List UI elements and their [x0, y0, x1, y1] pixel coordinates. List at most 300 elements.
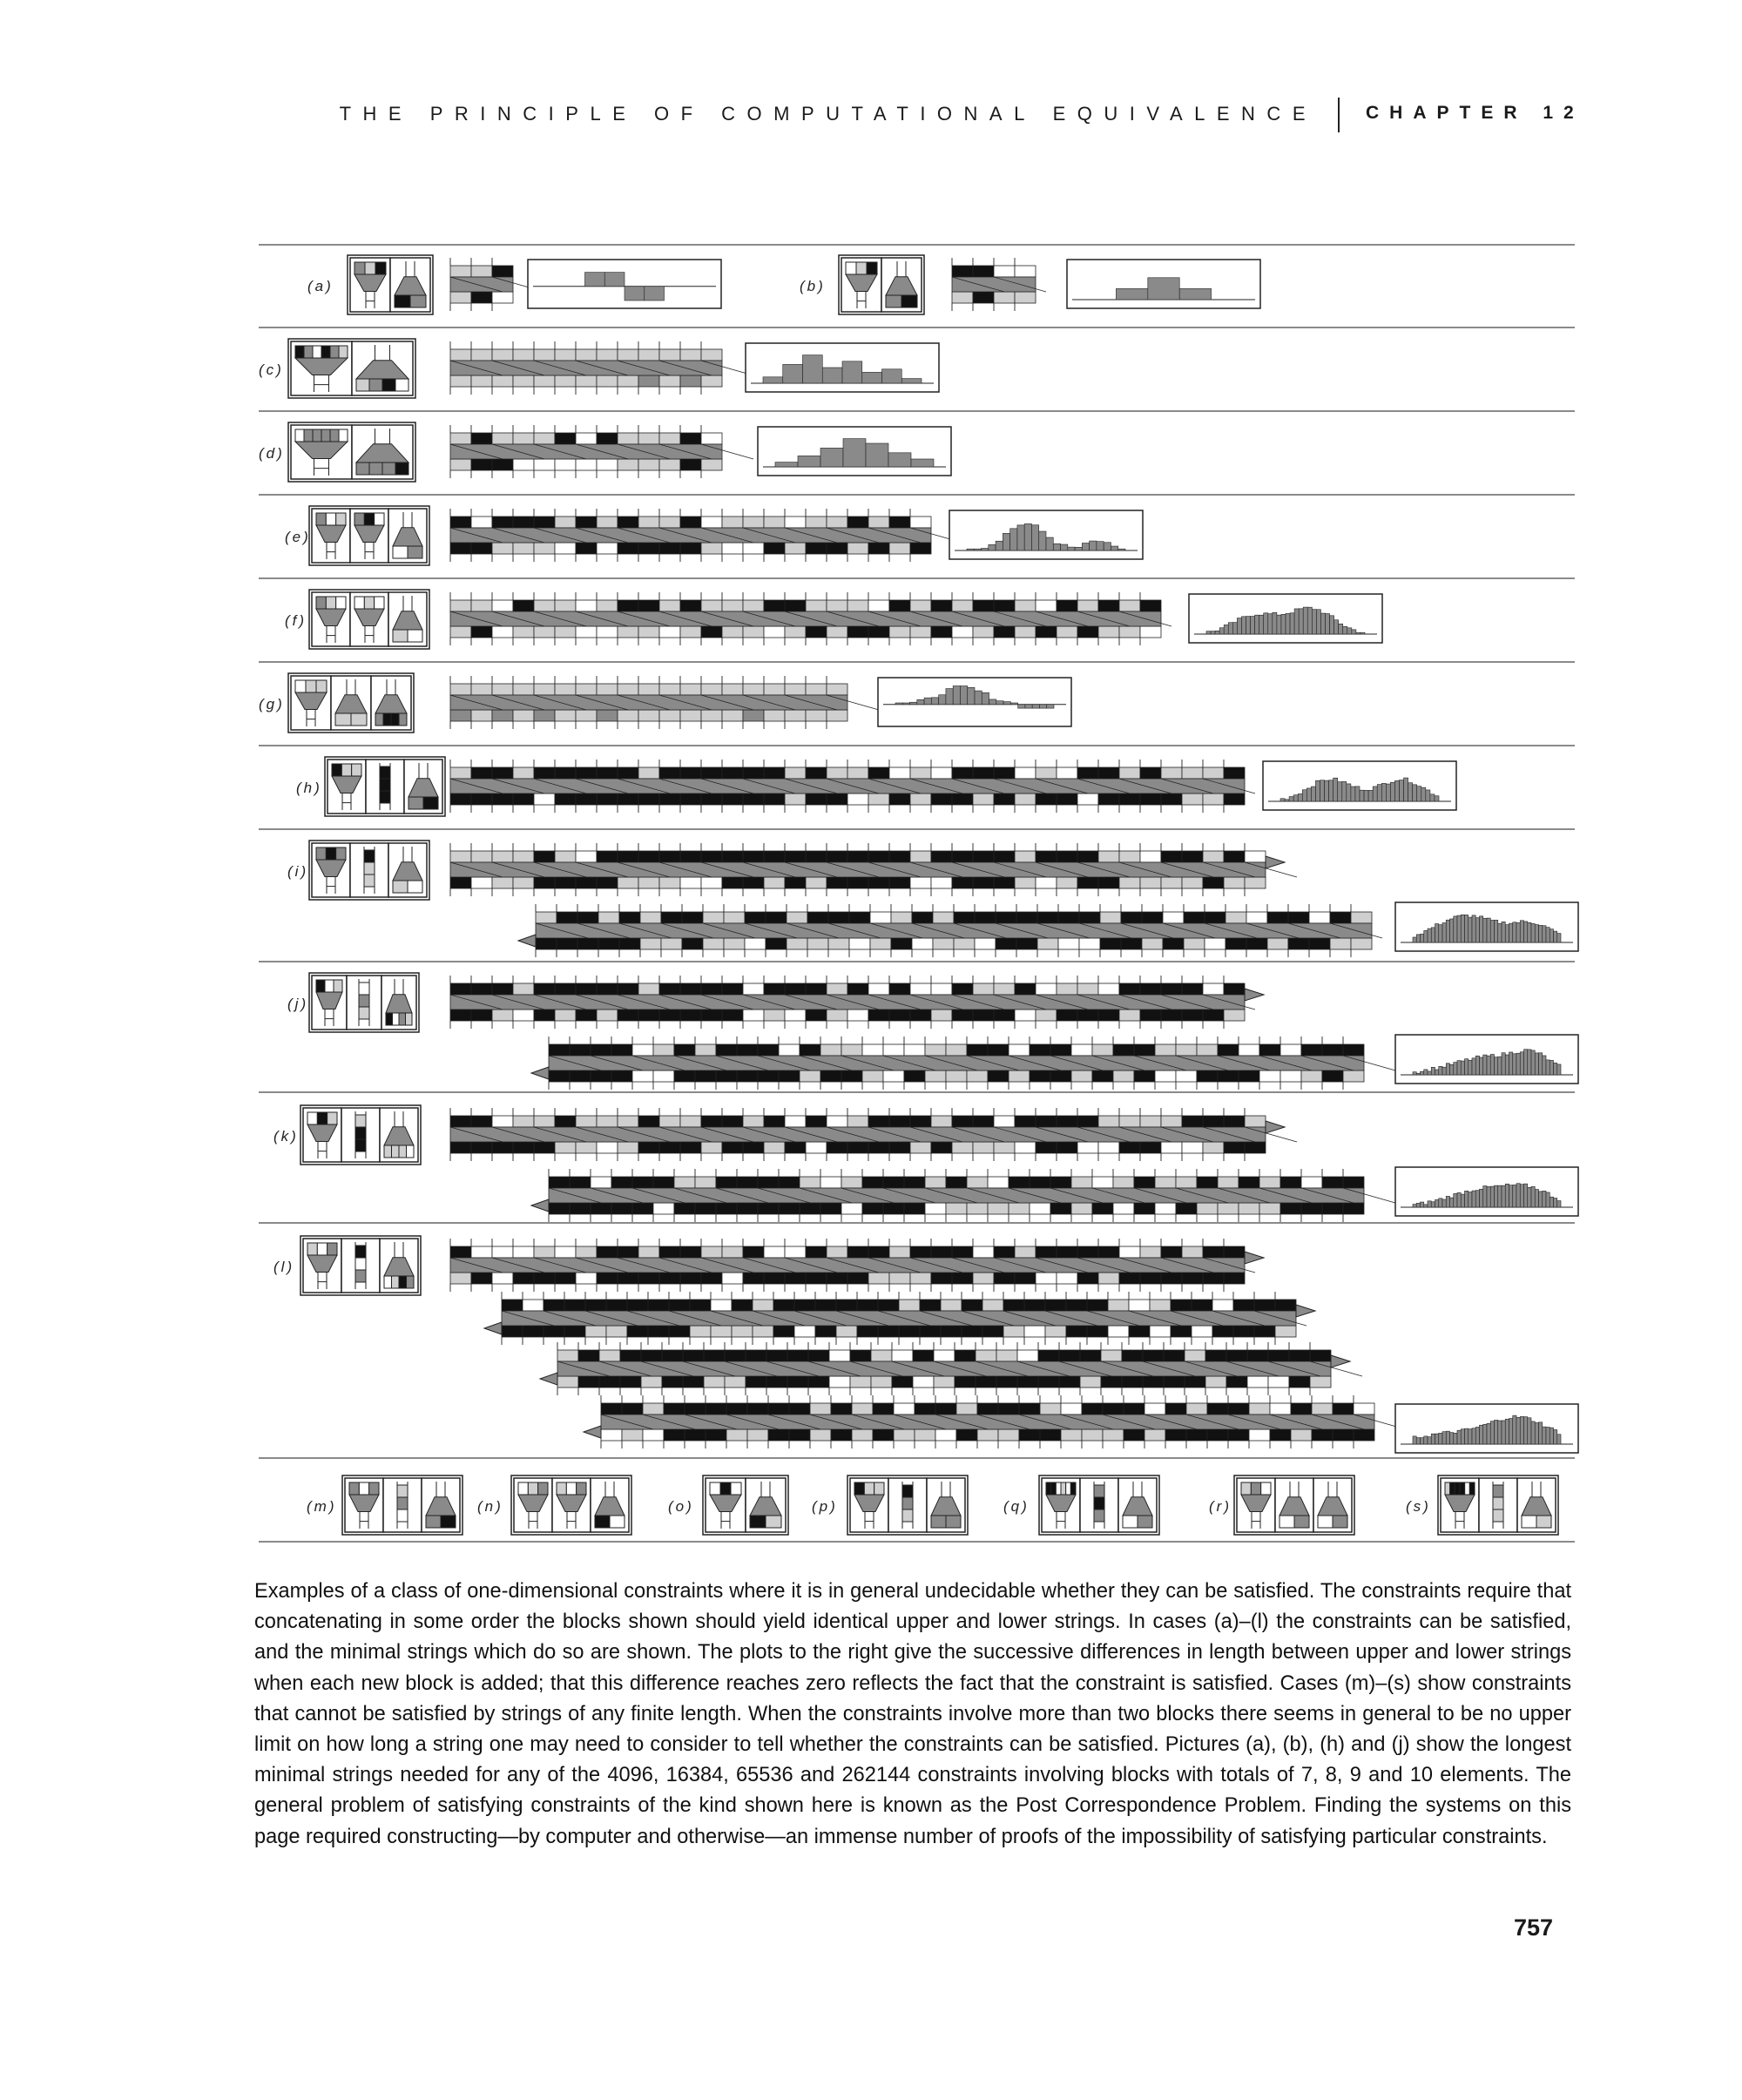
string-cell: [1246, 938, 1267, 949]
string-cell: [1098, 626, 1119, 638]
string-cell: [492, 626, 513, 638]
string-cell: [807, 912, 828, 923]
string-cell: [1171, 1326, 1192, 1337]
string-cell: [492, 877, 513, 888]
plot-bar: [763, 377, 783, 383]
string-cell: [1239, 1177, 1259, 1188]
string-cell: [862, 1177, 883, 1188]
string-cell: [868, 626, 889, 638]
string-cell: [1205, 912, 1225, 923]
string-cell: [904, 1044, 925, 1056]
string-cell: [827, 767, 847, 779]
string-cell: [806, 1142, 827, 1153]
block-cell: [874, 1482, 884, 1495]
string-cell: [492, 459, 513, 470]
string-cell: [852, 1429, 873, 1441]
plot-bar: [1502, 1053, 1505, 1075]
string-cell: [764, 600, 785, 611]
string-cell: [737, 1044, 758, 1056]
plot-bar: [1457, 1192, 1461, 1207]
string-cell: [1354, 1429, 1374, 1441]
block-cell: [317, 1112, 327, 1124]
string-cell: [1077, 1273, 1098, 1284]
string-cell: [915, 1403, 935, 1415]
plot-bar: [1246, 617, 1251, 634]
plot-bar: [1475, 1427, 1479, 1444]
string-cell: [683, 1376, 704, 1388]
difference-plot: [758, 427, 951, 476]
string-cell: [1119, 983, 1140, 995]
string-cell: [471, 767, 492, 779]
string-cell: [1098, 1273, 1119, 1284]
string-cell: [555, 1009, 576, 1021]
string-cell: [1185, 1376, 1205, 1388]
plot-bar: [1543, 1427, 1546, 1444]
string-cell: [952, 877, 973, 888]
string-cell: [1259, 1177, 1280, 1188]
plot-bar: [1347, 628, 1352, 634]
plot-bar: [1421, 934, 1424, 942]
plot-bar: [1400, 780, 1404, 801]
string-mapping: [549, 1188, 1364, 1203]
plot-bar: [1417, 787, 1421, 801]
string-cell: [820, 1203, 841, 1214]
string-cell: [680, 710, 701, 721]
string-cell: [640, 938, 661, 949]
plot-bar: [1469, 1429, 1472, 1444]
block-cell: [1061, 1482, 1066, 1495]
string-cell: [1077, 767, 1098, 779]
string-cell: [701, 1246, 722, 1258]
block-set-unsat-4: [1003, 1475, 1159, 1535]
string-cell: [570, 1044, 591, 1056]
string-cell: [641, 1350, 662, 1361]
string-cell: [638, 459, 659, 470]
plot-bar: [1546, 928, 1550, 942]
plot-bar: [1228, 623, 1232, 634]
plot-bar: [1446, 920, 1449, 942]
string-cell: [806, 1116, 827, 1127]
string-cell: [597, 1116, 618, 1127]
string-cell: [1203, 793, 1224, 805]
block-cell: [382, 379, 395, 391]
string-cell: [703, 912, 724, 923]
block-cell: [395, 295, 410, 307]
string-cell: [952, 1009, 973, 1021]
string-cell: [1212, 1300, 1233, 1311]
plot-bar: [1424, 1436, 1428, 1444]
string-cell: [743, 1009, 764, 1021]
string-cell: [910, 767, 931, 779]
block-cell: [316, 980, 325, 992]
plot-bar: [996, 701, 1003, 705]
string-cell: [724, 912, 745, 923]
string-cell: [544, 1326, 564, 1337]
string-cell: [513, 983, 534, 995]
plot-bar: [1299, 609, 1303, 634]
difference-plot: [746, 343, 939, 392]
string-cell: [1122, 1350, 1143, 1361]
string-cell: [576, 877, 597, 888]
string-cell: [557, 912, 577, 923]
block-cell: [1469, 1482, 1475, 1495]
string-cell: [513, 349, 534, 361]
string-cell: [1226, 1350, 1247, 1361]
block-cell: [577, 1482, 586, 1495]
plot-bar: [1539, 1422, 1543, 1444]
block-cell: [1493, 1509, 1503, 1522]
string-cell: [450, 1273, 471, 1284]
string-cell: [597, 983, 618, 995]
string-cell: [1142, 912, 1163, 923]
string-cell: [659, 459, 680, 470]
block-cell: [1046, 1482, 1051, 1495]
string-cell: [847, 543, 868, 554]
plot-bar: [1475, 918, 1479, 942]
string-cell: [910, 1116, 931, 1127]
block-cell: [359, 1482, 368, 1495]
string-cell: [794, 1326, 815, 1337]
string-cell: [1134, 1044, 1155, 1056]
block-cell: [407, 1145, 415, 1158]
string-cell: [1119, 877, 1140, 888]
string-cell: [1071, 1203, 1092, 1214]
plot-bar: [1465, 1059, 1469, 1075]
string-cell: [555, 375, 576, 387]
plot-bar: [1428, 1071, 1431, 1075]
plot-bar: [1539, 1192, 1543, 1207]
string-cell: [1150, 1300, 1171, 1311]
string-cell: [471, 710, 492, 721]
string-cell: [618, 793, 638, 805]
string-cell: [1080, 1350, 1101, 1361]
block-set-h: [296, 757, 445, 816]
string-cell: [597, 543, 618, 554]
string-cell: [576, 1009, 597, 1021]
string-cell: [737, 1203, 758, 1214]
block-set-unsat-2: [668, 1475, 788, 1535]
string-cell: [743, 1273, 764, 1284]
string-cell: [871, 1376, 892, 1388]
string-cell: [701, 877, 722, 888]
string-cell: [996, 1350, 1017, 1361]
string-cell: [674, 1177, 695, 1188]
string-cell: [492, 517, 513, 528]
plot-bar: [1495, 920, 1498, 942]
string-cell: [722, 1246, 743, 1258]
block-set-j: [287, 973, 419, 1032]
string-cell: [746, 1376, 766, 1388]
string-cell: [722, 767, 743, 779]
block-cell: [384, 1145, 392, 1158]
string-cell: [638, 684, 659, 695]
string-cell: [1017, 1350, 1038, 1361]
block-cell: [1536, 1516, 1551, 1528]
string-cell: [1224, 1116, 1245, 1127]
string-cell: [471, 1009, 492, 1021]
string-cell: [753, 1326, 773, 1337]
string-cell: [1140, 877, 1161, 888]
plot-bar: [1483, 1186, 1487, 1207]
plot-bar: [1424, 1205, 1428, 1207]
plot-bar: [1428, 1201, 1431, 1207]
string-cell: [701, 433, 722, 444]
string-cell: [764, 626, 785, 638]
plot-bar: [604, 273, 625, 287]
string-cell: [1309, 912, 1330, 923]
plot-bar: [1472, 1428, 1475, 1444]
string-cell: [534, 983, 555, 995]
string-cell: [1309, 938, 1330, 949]
block-set-f: [285, 590, 429, 649]
string-cell: [513, 433, 534, 444]
string-cell: [1322, 1203, 1343, 1214]
string-cell: [683, 1350, 704, 1361]
string-cell: [764, 1246, 785, 1258]
plot-bar: [989, 699, 996, 705]
string-cell: [471, 626, 492, 638]
block-set-unsat-1: [477, 1475, 631, 1535]
string-cell: [1140, 1142, 1161, 1153]
string-cell: [638, 600, 659, 611]
string-cell: [716, 1177, 737, 1188]
string-cell: [722, 710, 743, 721]
string-cell: [619, 938, 640, 949]
string-cell: [785, 1246, 806, 1258]
block-cell: [750, 1516, 766, 1528]
block-cell: [395, 379, 408, 391]
string-cell: [1197, 1177, 1218, 1188]
block-cell: [426, 1516, 441, 1528]
string-cell: [889, 851, 910, 862]
plot-bar: [1513, 1415, 1516, 1444]
string-cell: [471, 1116, 492, 1127]
string-cell: [808, 1376, 829, 1388]
string-cell: [779, 1203, 800, 1214]
string-cell: [806, 877, 827, 888]
string-cell: [1280, 1044, 1301, 1056]
plot-bar: [1339, 624, 1343, 634]
string-cell: [1205, 1376, 1226, 1388]
block-cell: [330, 429, 339, 442]
block-set-unsat-6: [1406, 1475, 1558, 1535]
plot-bar: [1285, 800, 1289, 801]
string-cell: [661, 938, 682, 949]
string-cell: [831, 1403, 852, 1415]
plot-bar: [1480, 1057, 1483, 1075]
string-cell: [1108, 1300, 1129, 1311]
string-cell: [576, 517, 597, 528]
string-cell: [662, 1350, 683, 1361]
string-cell: [597, 1142, 618, 1153]
string-cell: [1057, 626, 1077, 638]
block-set-i: [287, 841, 429, 900]
string-cell: [611, 1177, 632, 1188]
string-cell: [1322, 1070, 1343, 1082]
string-cell: [910, 1009, 931, 1021]
string-cell: [598, 938, 619, 949]
string-cell: [868, 851, 889, 862]
string-cell: [513, 600, 534, 611]
string-cell: [1066, 1300, 1087, 1311]
string-cell: [1059, 1350, 1080, 1361]
plot-bar: [1554, 931, 1557, 942]
string-cell: [1343, 1044, 1364, 1056]
plot-bar: [1535, 1423, 1538, 1444]
string-cell: [1140, 600, 1161, 611]
string-cell: [889, 600, 910, 611]
block-cell: [399, 713, 407, 726]
panel-label: (f): [285, 612, 307, 629]
plot-bar: [1457, 915, 1461, 942]
string-cell: [690, 1300, 711, 1311]
plot-bar: [1487, 1056, 1490, 1075]
string-cell: [471, 983, 492, 995]
string-cell: [868, 1116, 889, 1127]
string-cell: [1247, 1350, 1268, 1361]
plot-bar: [1535, 1053, 1538, 1075]
string-cell: [764, 1142, 785, 1153]
block-cell: [1056, 1482, 1061, 1495]
plot-bar: [1426, 790, 1430, 801]
string-cell: [1030, 1070, 1050, 1082]
string-cell: [946, 1044, 967, 1056]
string-cell: [868, 1246, 889, 1258]
block-cell: [316, 680, 327, 692]
plot-bar: [1356, 632, 1361, 634]
string-cell: [534, 1142, 555, 1153]
plot-bar: [1311, 787, 1315, 801]
string-cell: [889, 793, 910, 805]
string-cell: [1015, 600, 1036, 611]
block-set-d: [259, 422, 415, 482]
string-cell: [1249, 1403, 1270, 1415]
string-cell: [1140, 1273, 1161, 1284]
plot-bar: [1302, 790, 1306, 801]
block-cell: [327, 1112, 337, 1124]
string-cell: [576, 793, 597, 805]
block-cell: [393, 546, 408, 558]
string-cell: [653, 1044, 674, 1056]
string-cell: [664, 1403, 685, 1415]
panel-label: (l): [273, 1259, 295, 1275]
string-cell: [726, 1429, 747, 1441]
string-cell: [1077, 626, 1098, 638]
string-cell: [1212, 1326, 1233, 1337]
string-cell: [701, 1142, 722, 1153]
string-cell: [1245, 1142, 1266, 1153]
string-cell: [450, 1009, 471, 1021]
string-cell: [1144, 1429, 1165, 1441]
string-cell: [492, 767, 513, 779]
string-cell: [1155, 1203, 1176, 1214]
string-cell: [1036, 1246, 1057, 1258]
plot-bar: [1111, 546, 1117, 550]
string-cell: [513, 375, 534, 387]
string-cell: [492, 600, 513, 611]
string-cell: [1038, 1376, 1059, 1388]
string-cell: [711, 1326, 732, 1337]
plot-bar: [1431, 1067, 1435, 1075]
plot-bar: [1068, 547, 1075, 550]
block-cell: [356, 463, 369, 475]
string-cell: [998, 1403, 1019, 1415]
plot-bar: [1255, 615, 1259, 634]
string-cell: [534, 1246, 555, 1258]
block-cell: [1241, 1482, 1251, 1495]
string-cell: [1057, 983, 1077, 995]
string-cell: [787, 1350, 808, 1361]
string-cell: [806, 1009, 827, 1021]
string-cell: [994, 1116, 1015, 1127]
string-cell: [988, 1044, 1009, 1056]
string-cell: [1003, 1326, 1024, 1337]
block-cell: [1051, 1482, 1057, 1495]
string-cell: [764, 851, 785, 862]
string-cell: [1082, 1429, 1103, 1441]
string-cell: [1071, 1177, 1092, 1188]
string-cell: [1040, 1429, 1061, 1441]
plot-bar: [1435, 1070, 1439, 1075]
string-cell: [641, 1376, 662, 1388]
block-cell: [1455, 1482, 1460, 1495]
string-cell: [847, 1009, 868, 1021]
string-cell: [680, 1116, 701, 1127]
string-cell: [1119, 767, 1140, 779]
string-cell: [1182, 851, 1203, 862]
string-cell: [973, 1246, 994, 1258]
string-cell: [492, 684, 513, 695]
string-cell: [827, 710, 847, 721]
string-cell: [638, 1142, 659, 1153]
string-cell: [1197, 1203, 1218, 1214]
string-cell: [934, 1350, 955, 1361]
string-cell: [1259, 1070, 1280, 1082]
plot-bar: [1003, 702, 1010, 705]
difference-plot: [1189, 594, 1382, 643]
string-arrow: [531, 1199, 549, 1212]
string-cell: [502, 1326, 523, 1337]
string-cell: [597, 626, 618, 638]
string-cell: [1343, 1203, 1364, 1214]
string-cell: [764, 1009, 785, 1021]
plot-bar: [1483, 918, 1487, 942]
string-cell: [785, 877, 806, 888]
string-cell: [701, 543, 722, 554]
string-cell: [1057, 1246, 1077, 1258]
string-cell: [450, 1142, 471, 1153]
plot-bar: [1539, 925, 1543, 942]
string-cell: [1080, 1376, 1101, 1388]
plot-bar: [1312, 610, 1316, 634]
string-cell: [659, 626, 680, 638]
string-cell: [899, 1300, 920, 1311]
plot-bar: [1543, 926, 1546, 942]
plot-bar: [1219, 628, 1224, 634]
string-cell: [1036, 1142, 1057, 1153]
string-cell: [1288, 912, 1309, 923]
panel-label: (n): [477, 1498, 503, 1515]
string-cell: [1009, 1177, 1030, 1188]
string-cell: [1301, 1044, 1322, 1056]
string-cell: [1098, 600, 1119, 611]
block-cell: [341, 764, 351, 776]
plot-bar: [1557, 1435, 1561, 1444]
string-cell: [1121, 912, 1142, 923]
string-cell: [555, 1246, 576, 1258]
block-cell: [731, 1482, 741, 1495]
string-cell: [534, 851, 555, 862]
